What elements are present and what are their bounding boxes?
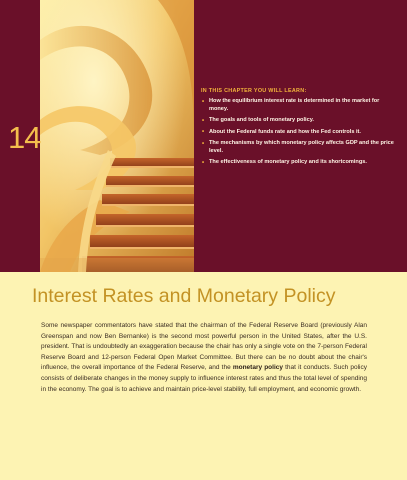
staircase-photo [40,0,194,272]
intro-text-part2: that it conducts. Such policy consists of deliberate changes in the money supply to influence interest rates and thus the total level of spending in the economy. The goal is to achieve and maintain price-level stability, full employment, and economic growth. [41,364,367,393]
chapter-number: 14 [8,120,41,155]
chapter-title: Interest Rates and Monetary Policy [32,285,336,307]
intro-text-part1: Some newspaper commentators have stated that the chairman of the Federal Reserve Board (previously Alan Greenspan and now Ben Bernanke) is the second most powerful person in the United States, after the U.S. president. That is undoubtedly an exaggeration because the chair has only a single vote on the 7-person Federal Reserve Board and 12-person Federal Open Market Committee. But there can be no doubt about the chair's influence, the overall importance of the Federal Reserve, and the [41,322,367,372]
learning-objectives-heading: IN THIS CHAPTER YOU WILL LEARN: [201,88,307,94]
objective-item: • How the equilibrium interest rate is determined in the market for money. [201,98,397,113]
key-term-monetary-policy: monetary policy [232,364,283,372]
objective-item: • The effectiveness of monetary policy and its shortcomings. [201,159,397,167]
learning-objectives-list [201,98,397,167]
intro-paragraph [41,321,367,395]
objective-item: • The mechanisms by which monetary policy affects GDP and the price level. [201,140,397,155]
objective-item: • The goals and tools of monetary policy. [201,117,397,125]
objective-item: • About the Federal funds rate and how the Fed controls it. [201,129,397,137]
learning-objectives [201,88,397,171]
